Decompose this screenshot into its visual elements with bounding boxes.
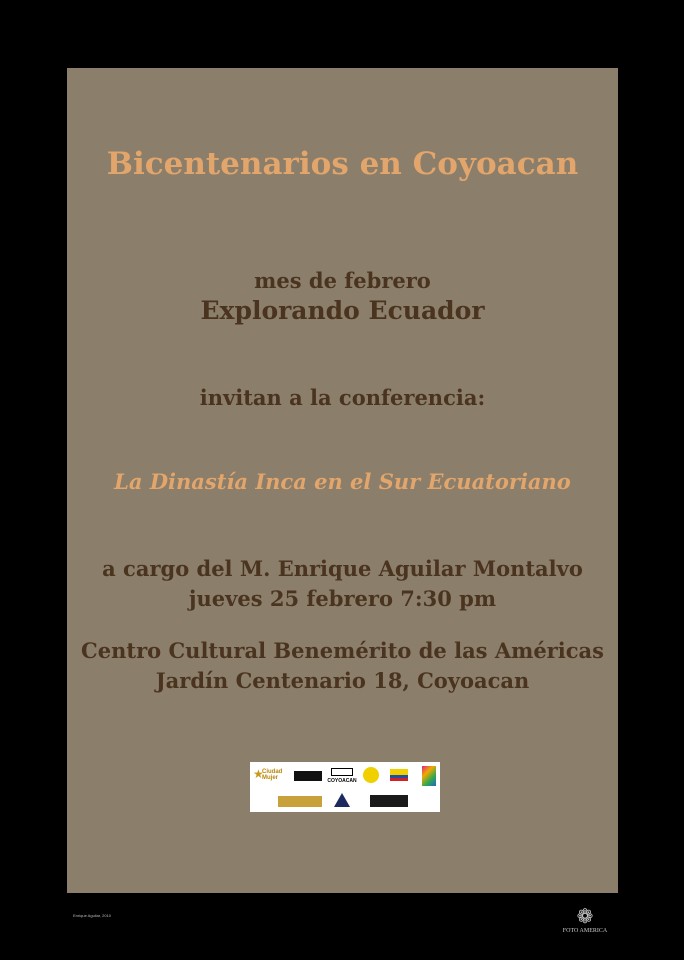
event-month: mes de febrero xyxy=(254,268,431,293)
sponsor-logo-6 xyxy=(422,766,436,786)
foto-america-brand xyxy=(562,905,608,945)
coyoacan-text: COYOACAN xyxy=(327,778,357,784)
sponsor-logo-7 xyxy=(278,796,322,807)
venue-address: Jardín Centenario 18, Coyoacan xyxy=(155,668,530,693)
venue-name: Centro Cultural Benemérito de las Américas xyxy=(81,638,604,663)
foto-america-name: FOTO AMERICA xyxy=(562,928,608,934)
speaker-line: a cargo del M. Enrique Aguilar Montalvo xyxy=(102,556,583,581)
ecuador-flag-logo xyxy=(390,769,408,781)
poster-title: Bicentenarios en Coyoacan xyxy=(106,146,579,182)
poster xyxy=(67,68,618,893)
sponsor-logo-2 xyxy=(294,771,322,781)
coyoacan-mark-icon xyxy=(331,768,353,776)
sponsor-logo-4 xyxy=(363,767,379,783)
photo-credit: Enrique Aguilar, 2010 xyxy=(73,913,112,918)
star-icon: ★ xyxy=(253,767,264,781)
event-date: jueves 25 febrero 7:30 pm xyxy=(188,586,497,611)
invitation-line: invitan a la conferencia: xyxy=(199,385,486,410)
sponsor-logo-9 xyxy=(370,795,408,807)
lecture-title: La Dinastía Inca en el Sur Ecuatoriano xyxy=(114,469,571,494)
triangle-logo-icon xyxy=(334,793,350,807)
flower-icon: ❁ xyxy=(576,904,594,928)
event-theme: Explorando Ecuador xyxy=(200,296,485,325)
ciudad-mujer-text: Ciudad Mujer xyxy=(262,769,283,781)
coyoacan-logo xyxy=(327,768,357,786)
sponsor-logos xyxy=(250,762,440,812)
ciudad-mujer-logo xyxy=(253,768,291,784)
